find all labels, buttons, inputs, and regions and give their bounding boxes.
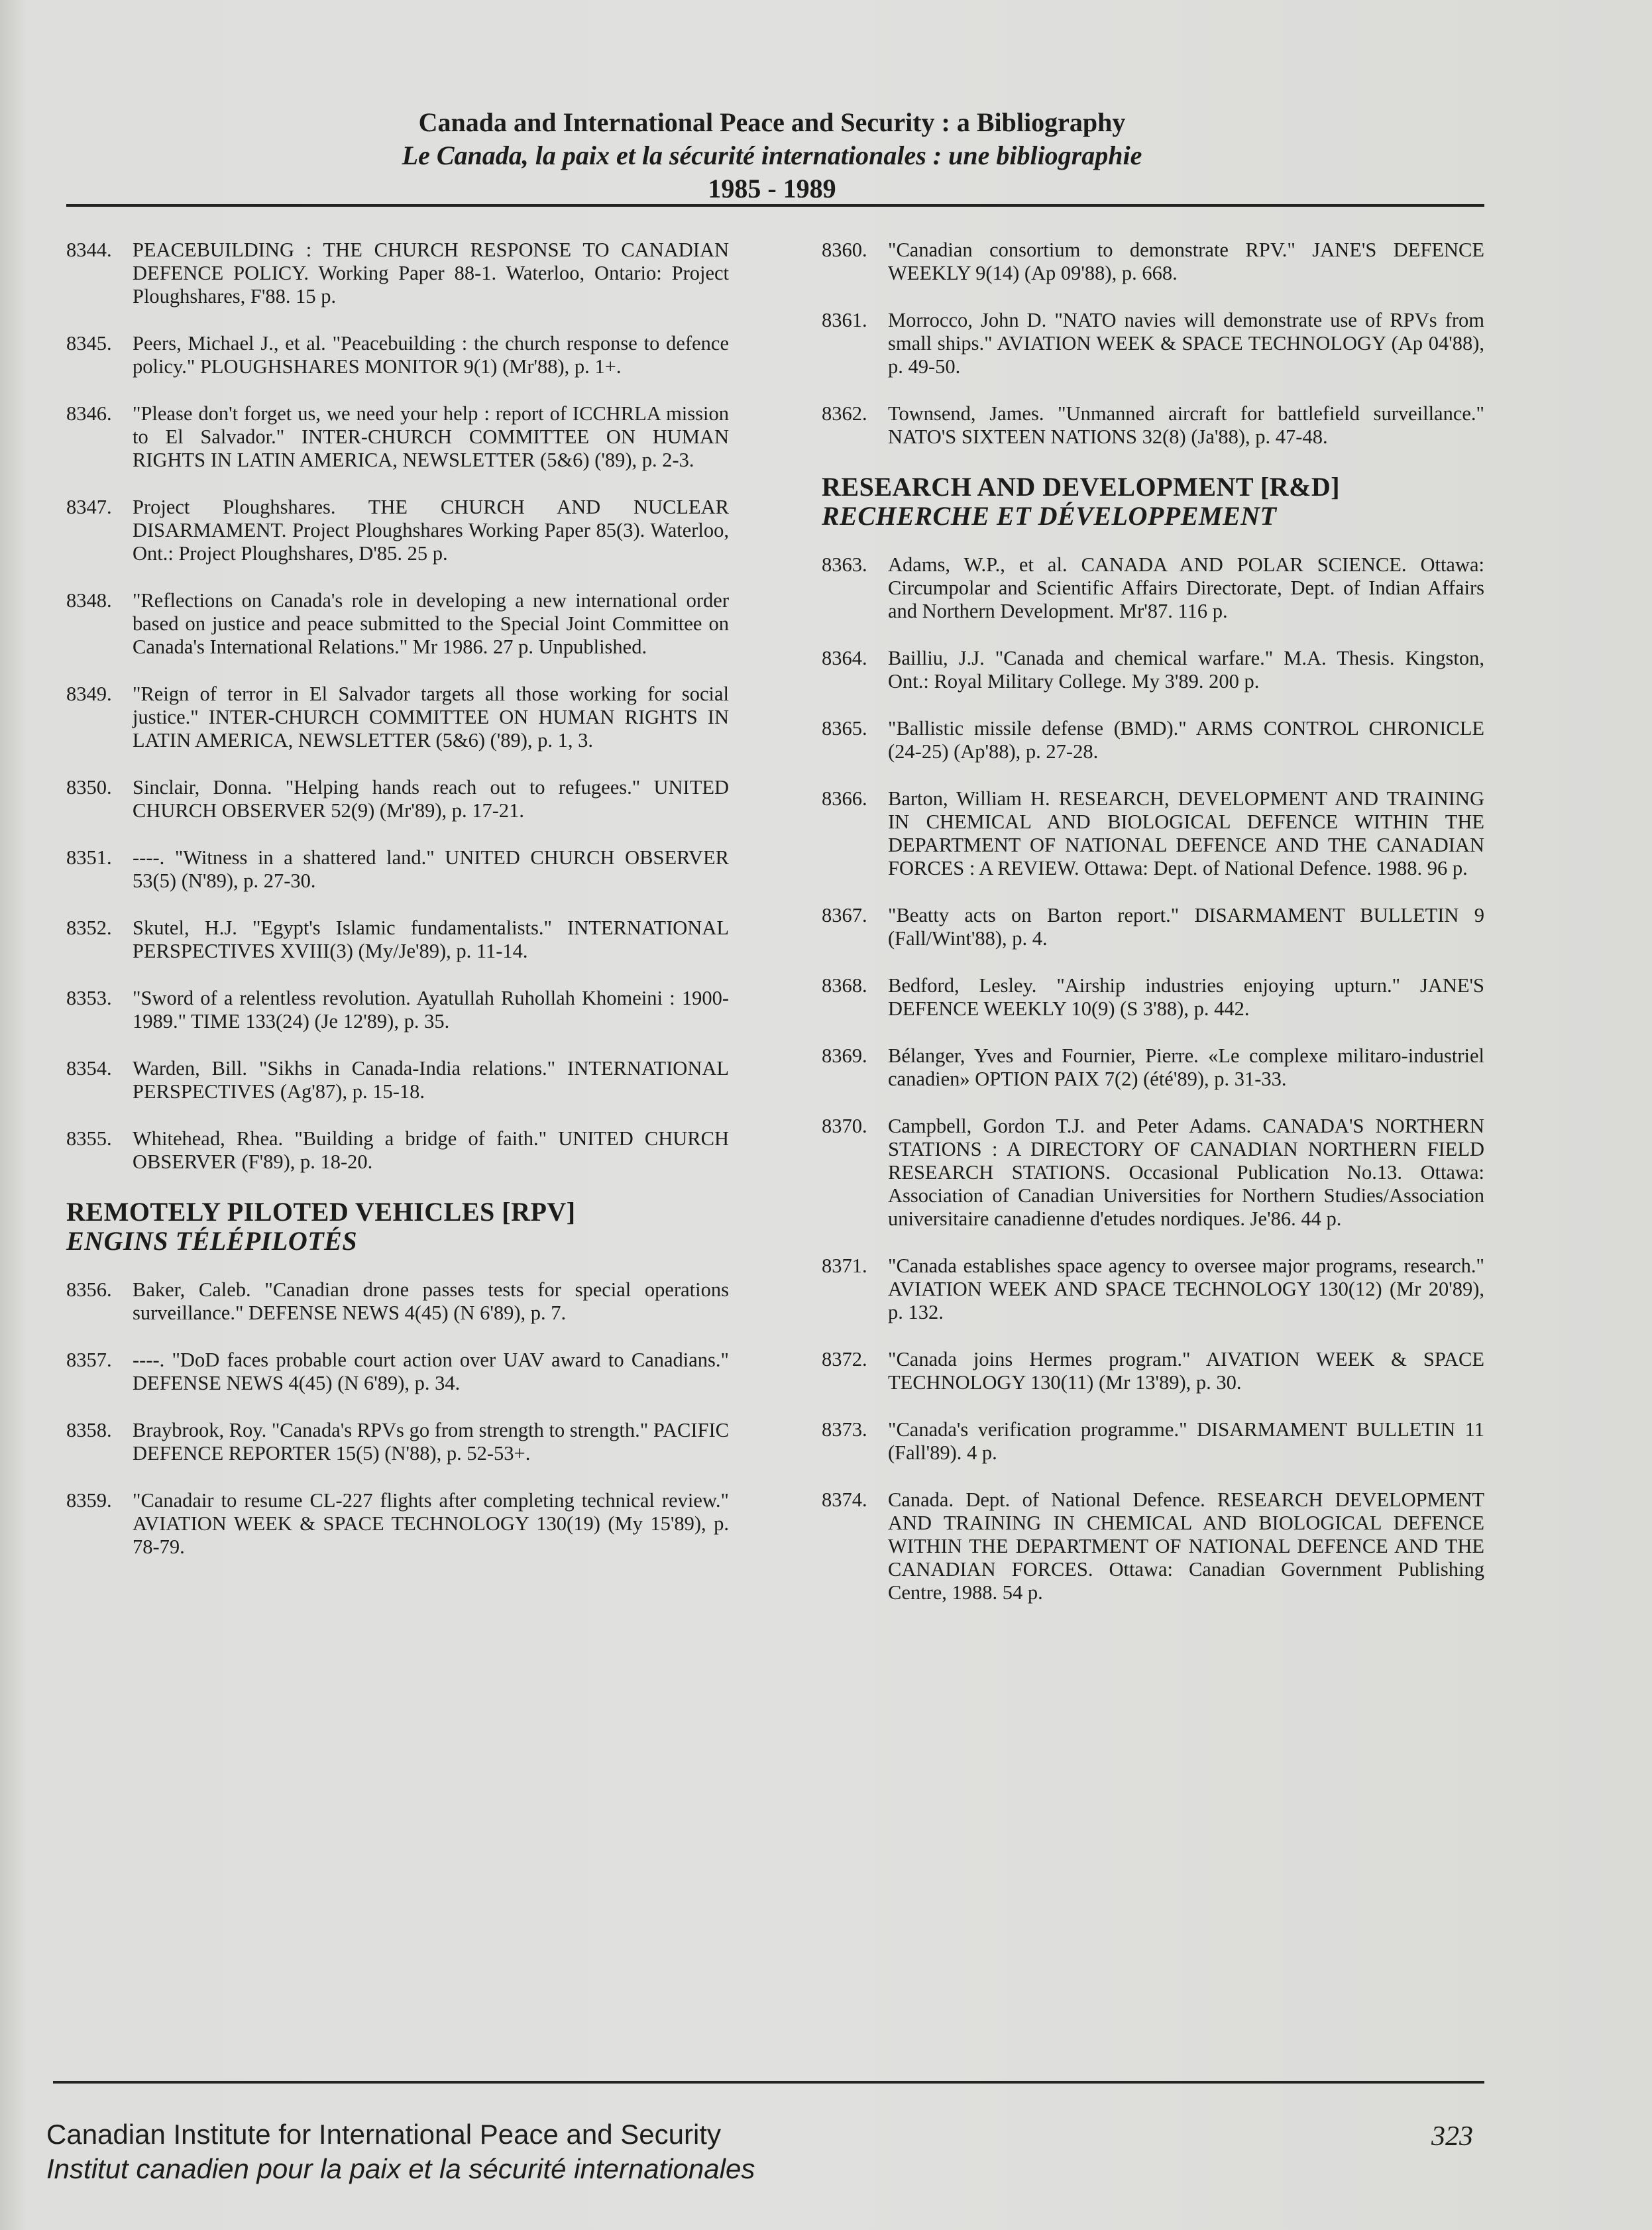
entry-text: "Canadair to resume CL-227 flights after completing technical review." AVIATION WEEK & SPACE TECHNOLOGY 130(19) (My 15'89), p. 78-79.	[133, 1489, 729, 1558]
bibliography-entry	[66, 402, 729, 472]
entry-number: 8358.	[66, 1419, 112, 1441]
entry-number: 8367.	[822, 904, 867, 926]
entry-number: 8345.	[66, 332, 112, 355]
bibliography-entry	[822, 309, 1484, 378]
bibliography-entry	[822, 717, 1484, 763]
footer-rule	[53, 2081, 1484, 2084]
entry-text: "Please don't forget us, we need your help : report of ICCHRLA mission to El Salvador." INTER-CHURCH COMMITTEE ON HUMAN RIGHTS IN LATIN AMERICA, NEWSLETTER (5&6) ('89), p. 2-3.	[133, 402, 729, 471]
entry-text: Braybrook, Roy. "Canada's RPVs go from strength to strength." PACIFIC DEFENCE REPORTER 15(5) (N'88), p. 52-53+.	[133, 1419, 729, 1465]
entry-text: Sinclair, Donna. "Helping hands reach out to refugees." UNITED CHURCH OBSERVER 52(9) (Mr'89), p. 17-21.	[133, 776, 729, 822]
bibliography-entry	[66, 1349, 729, 1395]
footer-institute-fr: Institut canadien pour la paix et la sécurité internationales	[46, 2153, 755, 2184]
entry-number: 8347.	[66, 496, 112, 518]
entry-text: "Ballistic missile defense (BMD)." ARMS CONTROL CHRONICLE (24-25) (Ap'88), p. 27-28.	[888, 717, 1484, 763]
entry-text: "Canada joins Hermes program." AIVATION WEEK & SPACE TECHNOLOGY 130(11) (Mr 13'89), p. 30.	[888, 1348, 1484, 1394]
entry-number: 8348.	[66, 589, 112, 612]
entry-number: 8352.	[66, 917, 112, 939]
entry-text: ----. "Witness in a shattered land." UNITED CHURCH OBSERVER 53(5) (N'89), p. 27-30.	[133, 846, 729, 892]
bibliography-entry	[822, 239, 1484, 285]
section-rpv-title-fr: ENGINS TÉLÉPILOTÉS	[66, 1226, 358, 1256]
entry-text: Adams, W.P., et al. CANADA AND POLAR SCIENCE. Ottawa: Circumpolar and Scientific Affairs Directorate, Dept. of Indian Affairs and Northern Development. Mr'87. 116 p.	[888, 553, 1484, 622]
entry-text: Campbell, Gordon T.J. and Peter Adams. CANADA'S NORTHERN STATIONS : A DIRECTORY OF CANADIAN NORTHERN FIELD RESEARCH STATIONS. Occasional Publication No.13. Ottawa: Association of Canadian Universities for Northern Studies/Association universitaire canadienne d'etudes nordiques. Je'86. 44 p.	[888, 1115, 1484, 1230]
bibliography-entry	[822, 1044, 1484, 1091]
entry-number: 8350.	[66, 776, 112, 799]
entry-number: 8344.	[66, 239, 112, 261]
entry-number: 8360.	[822, 239, 867, 261]
entry-number: 8354.	[66, 1057, 112, 1080]
bibliography-entry	[66, 1278, 729, 1325]
entry-number: 8359.	[66, 1489, 112, 1512]
entry-number: 8362.	[822, 402, 867, 425]
bibliography-entry	[66, 987, 729, 1033]
bibliography-entry	[822, 1254, 1484, 1324]
right-entries-top	[822, 239, 1484, 449]
bibliography-entry	[66, 846, 729, 893]
left-entries-top	[66, 239, 729, 1174]
left-entries-bottom	[66, 1278, 729, 1559]
bibliography-entry	[822, 1418, 1484, 1465]
header-title-en: Canada and International Peace and Security : a Bibliography	[418, 107, 1126, 137]
page-header	[60, 106, 1484, 205]
section-rd	[822, 473, 1484, 531]
entry-text: "Reign of terror in El Salvador targets all those working for social justice." INTER-CHURCH COMMITTEE ON HUMAN RIGHTS IN LATIN AMERICA, NEWSLETTER (5&6) ('89), p. 1, 3.	[133, 683, 729, 752]
right-entries-bottom	[822, 553, 1484, 1604]
entry-number: 8365.	[822, 717, 867, 740]
entry-text: "Sword of a relentless revolution. Ayatullah Ruhollah Khomeini : 1900-1989." TIME 133(24) (Je 12'89), p. 35.	[133, 987, 729, 1032]
entry-text: Barton, William H. RESEARCH, DEVELOPMENT AND TRAINING IN CHEMICAL AND BIOLOGICAL DEFENCE WITHIN THE DEPARTMENT OF NATIONAL DEFENCE AND THE CANADIAN FORCES : A REVIEW. Ottawa: Dept. of National Defence. 1988. 96 p.	[888, 787, 1484, 879]
bibliography-entry	[66, 917, 729, 963]
entry-text: Peers, Michael J., et al. "Peacebuilding : the church response to defence policy." PLOUGHSHARES MONITOR 9(1) (Mr'88), p. 1+.	[133, 332, 729, 378]
bibliography-entry	[822, 553, 1484, 623]
entry-text: Bélanger, Yves and Fournier, Pierre. «Le complexe militaro-industriel canadien» OPTION PAIX 7(2) (été'89), p. 31-33.	[888, 1044, 1484, 1090]
entry-number: 8355.	[66, 1127, 112, 1150]
bibliography-entry	[66, 496, 729, 565]
entry-number: 8364.	[822, 647, 867, 669]
header-title-fr: Le Canada, la paix et la sécurité internationales : une bibliographie	[402, 140, 1142, 170]
bibliography-entry	[822, 904, 1484, 950]
entry-text: "Canada's verification programme." DISARMAMENT BULLETIN 11 (Fall'89). 4 p.	[888, 1418, 1484, 1464]
right-column	[822, 239, 1484, 1628]
entry-number: 8371.	[822, 1254, 867, 1277]
entry-text: "Canada establishes space agency to oversee major programs, research." AVIATION WEEK AND SPACE TECHNOLOGY 130(12) (Mr 20'89), p. 132.	[888, 1254, 1484, 1323]
bibliography-entry	[66, 332, 729, 378]
bibliography-entry	[66, 683, 729, 752]
entry-number: 8363.	[822, 553, 867, 576]
header-rule	[66, 204, 1484, 207]
entry-number: 8361.	[822, 309, 867, 331]
entry-text: "Canadian consortium to demonstrate RPV." JANE'S DEFENCE WEEKLY 9(14) (Ap 09'88), p. 668.	[888, 239, 1484, 284]
entry-text: Warden, Bill. "Sikhs in Canada-India relations." INTERNATIONAL PERSPECTIVES (Ag'87), p. 15-18.	[133, 1057, 729, 1103]
bibliography-entry	[822, 1488, 1484, 1604]
section-rpv-title-en: REMOTELY PILOTED VEHICLES [RPV]	[66, 1197, 576, 1227]
bibliography-entry	[822, 1348, 1484, 1394]
entry-text: "Reflections on Canada's role in developing a new international order based on justice and peace submitted to the Special Joint Committee on Canada's International Relations." Mr 1986. 27 p. Unpublished.	[133, 589, 729, 658]
entry-number: 8351.	[66, 846, 112, 869]
entry-text: PEACEBUILDING : THE CHURCH RESPONSE TO CANADIAN DEFENCE POLICY. Working Paper 88-1. Waterloo, Ontario: Project Ploughshares, F'88. 15 p.	[133, 239, 729, 307]
bibliography-entry	[822, 1115, 1484, 1231]
entry-number: 8353.	[66, 987, 112, 1009]
section-rpv	[66, 1198, 729, 1256]
bibliography-entry	[822, 402, 1484, 449]
entry-number: 8366.	[822, 787, 867, 810]
bibliography-entry	[66, 1127, 729, 1174]
entry-text: Morrocco, John D. "NATO navies will demonstrate use of RPVs from small ships." AVIATION WEEK & SPACE TECHNOLOGY (Ap 04'88), p. 49-50.	[888, 309, 1484, 378]
bibliography-entry	[66, 1489, 729, 1559]
page-number: 323	[1431, 2121, 1473, 2152]
entry-text: Whitehead, Rhea. "Building a bridge of faith." UNITED CHURCH OBSERVER (F'89), p. 18-20.	[133, 1127, 729, 1173]
entry-text: Baker, Caleb. "Canadian drone passes tests for special operations surveillance." DEFENSE NEWS 4(45) (N 6'89), p. 7.	[133, 1278, 729, 1324]
entry-text: ----. "DoD faces probable court action over UAV award to Canadians." DEFENSE NEWS 4(45) (N 6'89), p. 34.	[133, 1349, 729, 1394]
entry-number: 8374.	[822, 1488, 867, 1511]
bibliography-entry	[66, 1419, 729, 1465]
entry-number: 8357.	[66, 1349, 112, 1371]
bibliography-entry	[822, 647, 1484, 693]
section-rd-title-en: RESEARCH AND DEVELOPMENT [R&D]	[822, 472, 1341, 502]
entry-text: Project Ploughshares. THE CHURCH AND NUCLEAR DISARMAMENT. Project Ploughshares Working Paper 85(3). Waterloo, Ont.: Project Ploughshares, D'85. 25 p.	[133, 496, 729, 565]
entry-text: Bedford, Lesley. "Airship industries enjoying upturn." JANE'S DEFENCE WEEKLY 10(9) (S 3'88), p. 442.	[888, 974, 1484, 1020]
bibliography-entry	[822, 787, 1484, 880]
entry-text: Canada. Dept. of National Defence. RESEARCH DEVELOPMENT AND TRAINING IN CHEMICAL AND BIOLOGICAL DEFENCE WITHIN THE DEPARTMENT OF NATIONAL DEFENCE AND THE CANADIAN FORCES. Ottawa: Canadian Government Publishing Centre, 1988. 54 p.	[888, 1488, 1484, 1604]
entry-number: 8346.	[66, 402, 112, 425]
entry-number: 8349.	[66, 683, 112, 705]
entry-text: Townsend, James. "Unmanned aircraft for battlefield surveillance." NATO'S SIXTEEN NATIONS 32(8) (Ja'88), p. 47-48.	[888, 402, 1484, 448]
footer-institute-en: Canadian Institute for International Peace and Security	[46, 2119, 721, 2150]
bibliography-entry	[66, 776, 729, 822]
bibliography-entry	[66, 589, 729, 659]
entry-text: Skutel, H.J. "Egypt's Islamic fundamentalists." INTERNATIONAL PERSPECTIVES XVIII(3) (My/Je'89), p. 11-14.	[133, 917, 729, 962]
entry-number: 8373.	[822, 1418, 867, 1441]
entry-number: 8368.	[822, 974, 867, 997]
header-years: 1985 - 1989	[708, 174, 836, 203]
entry-number: 8372.	[822, 1348, 867, 1370]
entry-number: 8369.	[822, 1044, 867, 1067]
bibliography-entry	[66, 1057, 729, 1103]
bibliography-entry	[822, 974, 1484, 1021]
page-footer	[46, 2117, 1504, 2186]
entry-text: "Beatty acts on Barton report." DISARMAMENT BULLETIN 9 (Fall/Wint'88), p. 4.	[888, 904, 1484, 950]
bibliography-entry	[66, 239, 729, 308]
left-column	[66, 239, 729, 1583]
entry-text: Bailliu, J.J. "Canada and chemical warfare." M.A. Thesis. Kingston, Ont.: Royal Military College. My 3'89. 200 p.	[888, 647, 1484, 693]
entry-number: 8356.	[66, 1278, 112, 1301]
section-rd-title-fr: RECHERCHE ET DÉVELOPPEMENT	[822, 501, 1277, 531]
entry-number: 8370.	[822, 1115, 867, 1137]
